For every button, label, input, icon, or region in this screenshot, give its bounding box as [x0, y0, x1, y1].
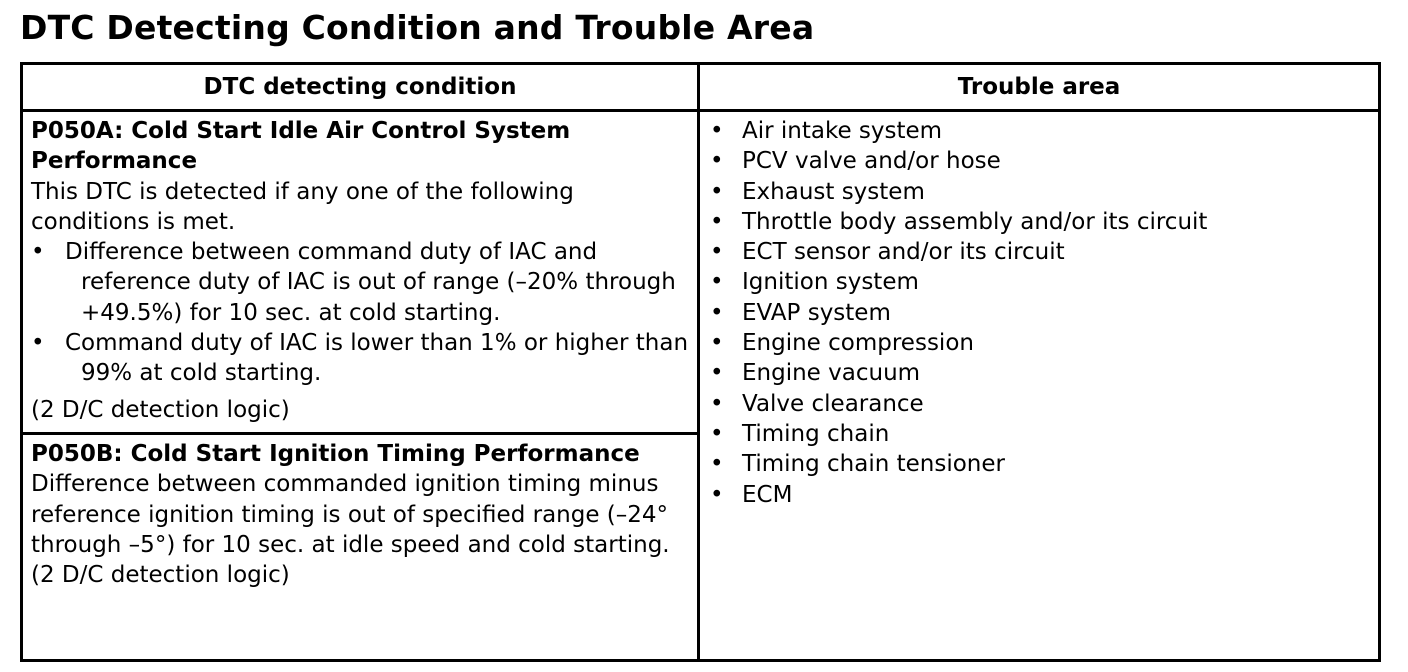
bullet-icon: • [31, 239, 45, 266]
detection-logic-note: (2 D/C detection logic) [31, 562, 290, 589]
dtc-code-title: P050B: Cold Start Ignition Timing Performance [31, 441, 640, 467]
header-trouble-area: Trouble area [699, 64, 1380, 111]
bullet-icon: • [710, 420, 724, 447]
list-item [31, 237, 691, 328]
list-item [710, 177, 1372, 207]
bullet-icon: • [710, 390, 724, 417]
trouble-area-text: Air intake system [742, 118, 943, 144]
condition-cell-p050b [22, 434, 699, 661]
trouble-area-text: Ignition system [742, 269, 919, 296]
list-item [710, 328, 1372, 358]
condition-description: Difference between commanded ignition timing minus reference ignition timing is out of specified range (–24° through –5°) for 10 sec. at idle speed and cold starting. [31, 471, 670, 558]
dtc-table [20, 62, 1381, 662]
bullet-icon: • [710, 299, 724, 326]
bullet-icon: • [710, 269, 724, 296]
list-item [710, 146, 1372, 176]
bullet-icon: • [710, 481, 724, 508]
trouble-area-text: ECM [742, 481, 793, 508]
list-item [710, 449, 1372, 479]
list-item [710, 237, 1372, 267]
list-item [31, 328, 691, 389]
bullet-icon: • [710, 360, 724, 387]
bullet-icon: • [710, 239, 724, 266]
bullet-icon: • [710, 118, 724, 144]
list-item [710, 480, 1372, 510]
trouble-area-text: Timing chain [742, 420, 890, 447]
list-item [710, 267, 1372, 297]
trouble-area-list [710, 116, 1372, 510]
trouble-area-text: Throttle body assembly and/or its circuit [742, 208, 1208, 235]
list-item [710, 358, 1372, 388]
condition-description: This DTC is detected if any one of the following conditions is met. [31, 178, 574, 235]
bullet-icon: • [710, 208, 724, 235]
detection-logic-note: (2 D/C detection logic) [31, 396, 290, 423]
trouble-area-text: PCV valve and/or hose [742, 148, 1001, 175]
list-item [710, 389, 1372, 419]
trouble-area-text: EVAP system [742, 299, 891, 326]
condition-bullet-text: Command duty of IAC is lower than 1% or higher than 99% at cold starting. [65, 330, 689, 387]
bullet-icon: • [710, 178, 724, 205]
list-item [710, 207, 1372, 237]
header-condition: DTC detecting condition [22, 64, 699, 111]
condition-cell-p050a [22, 111, 699, 434]
page-title: DTC Detecting Condition and Trouble Area [20, 8, 815, 47]
trouble-area-text: Engine compression [742, 330, 974, 357]
bullet-icon: • [710, 148, 724, 175]
trouble-area-cell [699, 111, 1380, 661]
trouble-area-text: Exhaust system [742, 178, 925, 205]
table-header-row [22, 64, 1380, 111]
trouble-area-text: Valve clearance [742, 390, 924, 417]
bullet-icon: • [31, 330, 45, 357]
table-row [22, 111, 1380, 434]
list-item [710, 419, 1372, 449]
trouble-area-text: Timing chain tensioner [742, 451, 1005, 478]
trouble-area-text: ECT sensor and/or its circuit [742, 239, 1065, 266]
condition-bullet-list [31, 237, 691, 388]
condition-bullet-text: Difference between command duty of IAC and reference duty of IAC is out of range (–20% through +49.5%) for 10 sec. at cold starting. [65, 239, 676, 326]
dtc-code-title: P050A: Cold Start Idle Air Control System Performance [31, 118, 571, 175]
trouble-area-text: Engine vacuum [742, 360, 921, 387]
list-item [710, 298, 1372, 328]
bullet-icon: • [710, 451, 724, 478]
list-item [710, 116, 1372, 146]
bullet-icon: • [710, 330, 724, 357]
